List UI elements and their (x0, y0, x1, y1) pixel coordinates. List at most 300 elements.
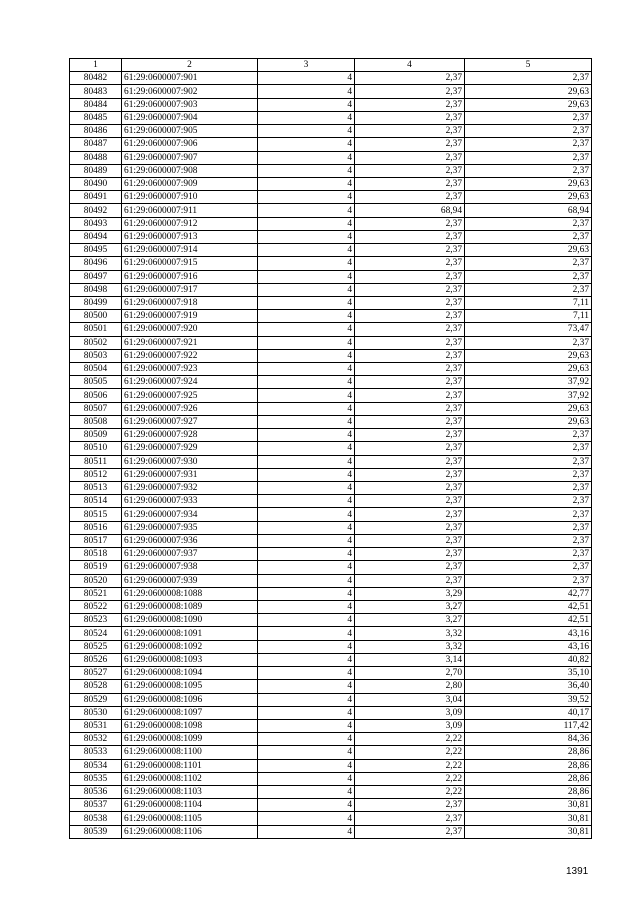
table-cell: 2,37 (355, 415, 465, 428)
table-cell: 80508 (70, 415, 122, 428)
table-cell: 80522 (70, 600, 122, 613)
table-cell: 2,37 (465, 495, 592, 508)
table-cell: 28,86 (465, 759, 592, 772)
table-cell: 80505 (70, 376, 122, 389)
table-cell: 2,37 (465, 283, 592, 296)
table-cell: 30,81 (465, 812, 592, 825)
table-cell: 2,37 (355, 310, 465, 323)
table-cell: 80494 (70, 230, 122, 243)
table-cell: 2,37 (355, 151, 465, 164)
table-cell: 2,37 (355, 138, 465, 151)
table-cell: 2,37 (355, 825, 465, 838)
table-row (70, 296, 592, 309)
table-cell: 3,27 (355, 614, 465, 627)
table-cell: 2,37 (465, 548, 592, 561)
column-header-1: 1 (70, 59, 122, 72)
table-cell: 61:29:0600008:1104 (122, 799, 258, 812)
table-cell: 3,27 (355, 600, 465, 613)
table-cell: 61:29:0600007:906 (122, 138, 258, 151)
table-row (70, 680, 592, 693)
table-cell: 61:29:0600008:1094 (122, 667, 258, 680)
table-cell: 61:29:0600007:913 (122, 230, 258, 243)
table-row (70, 825, 592, 838)
table-cell: 84,36 (465, 733, 592, 746)
table-cell: 80507 (70, 402, 122, 415)
table-cell: 61:29:0600007:916 (122, 270, 258, 283)
table-row (70, 164, 592, 177)
table-cell: 4 (258, 548, 355, 561)
table-cell: 61:29:0600007:910 (122, 191, 258, 204)
table-row (70, 363, 592, 376)
table-cell: 4 (258, 283, 355, 296)
table-cell: 4 (258, 204, 355, 217)
table-row (70, 772, 592, 785)
table-cell: 61:29:0600007:904 (122, 111, 258, 124)
table-cell: 2,37 (355, 244, 465, 257)
column-header-3: 3 (258, 59, 355, 72)
header-row (70, 59, 592, 72)
table-cell: 80495 (70, 244, 122, 257)
table-cell: 2,37 (355, 799, 465, 812)
table-cell: 2,37 (355, 230, 465, 243)
table-cell: 61:29:0600007:930 (122, 455, 258, 468)
table-row (70, 759, 592, 772)
table-cell: 4 (258, 323, 355, 336)
table-cell: 80499 (70, 296, 122, 309)
table-row (70, 653, 592, 666)
table-cell: 4 (258, 733, 355, 746)
table-row (70, 111, 592, 124)
table-row (70, 640, 592, 653)
table-row (70, 746, 592, 759)
table-cell: 61:29:0600007:938 (122, 561, 258, 574)
table-cell: 61:29:0600008:1099 (122, 733, 258, 746)
table-row (70, 85, 592, 98)
table-cell: 2,22 (355, 759, 465, 772)
table-cell: 4 (258, 429, 355, 442)
table-cell: 80535 (70, 772, 122, 785)
table-row (70, 482, 592, 495)
table-cell: 4 (258, 230, 355, 243)
page-number: 1391 (566, 866, 589, 877)
table-cell: 2,37 (355, 111, 465, 124)
table-row (70, 548, 592, 561)
table-cell: 40,17 (465, 706, 592, 719)
table-cell: 4 (258, 667, 355, 680)
table-cell: 80498 (70, 283, 122, 296)
table-cell: 61:29:0600007:937 (122, 548, 258, 561)
table-cell: 2,37 (465, 72, 592, 85)
table-cell: 80486 (70, 125, 122, 138)
table-cell: 4 (258, 138, 355, 151)
table-cell: 80512 (70, 468, 122, 481)
table-cell: 2,37 (355, 521, 465, 534)
table-cell: 2,37 (465, 429, 592, 442)
table-cell: 80500 (70, 310, 122, 323)
table-row (70, 495, 592, 508)
table-cell: 2,37 (465, 111, 592, 124)
table-cell: 4 (258, 349, 355, 362)
table-cell: 80536 (70, 786, 122, 799)
table-cell: 61:29:0600007:903 (122, 98, 258, 111)
table-row (70, 587, 592, 600)
table-row (70, 442, 592, 455)
table-cell: 4 (258, 693, 355, 706)
table-cell: 4 (258, 680, 355, 693)
table-cell: 4 (258, 799, 355, 812)
table-cell: 80502 (70, 336, 122, 349)
table-cell: 4 (258, 640, 355, 653)
table-row (70, 614, 592, 627)
column-header-4: 4 (355, 59, 465, 72)
table-row (70, 799, 592, 812)
table-cell: 80537 (70, 799, 122, 812)
table-cell: 61:29:0600007:915 (122, 257, 258, 270)
table-cell: 61:29:0600008:1088 (122, 587, 258, 600)
table-cell: 29,63 (465, 363, 592, 376)
table-cell: 40,82 (465, 653, 592, 666)
table-cell: 80487 (70, 138, 122, 151)
table-cell: 61:29:0600007:927 (122, 415, 258, 428)
table-cell: 80514 (70, 495, 122, 508)
table-cell: 3,09 (355, 719, 465, 732)
table-cell: 3,32 (355, 627, 465, 640)
table-cell: 4 (258, 812, 355, 825)
table-cell: 2,37 (355, 257, 465, 270)
table-cell: 4 (258, 164, 355, 177)
table-cell: 2,37 (465, 442, 592, 455)
table-cell: 2,37 (465, 270, 592, 283)
table-cell: 80532 (70, 733, 122, 746)
table-cell: 2,37 (355, 270, 465, 283)
table-cell: 36,40 (465, 680, 592, 693)
table-cell: 61:29:0600007:929 (122, 442, 258, 455)
table-cell: 43,16 (465, 640, 592, 653)
table-cell: 4 (258, 825, 355, 838)
table-row (70, 627, 592, 640)
table-cell: 4 (258, 402, 355, 415)
table-cell: 61:29:0600007:921 (122, 336, 258, 349)
table-row (70, 217, 592, 230)
table-cell: 4 (258, 217, 355, 230)
table-cell: 61:29:0600007:920 (122, 323, 258, 336)
table-cell: 2,37 (355, 389, 465, 402)
table-cell: 4 (258, 98, 355, 111)
table-cell: 2,37 (355, 336, 465, 349)
table-cell: 61:29:0600007:925 (122, 389, 258, 402)
table-cell: 30,81 (465, 799, 592, 812)
table-cell: 80526 (70, 653, 122, 666)
table-row (70, 455, 592, 468)
table-cell: 29,63 (465, 177, 592, 190)
table-cell: 61:29:0600008:1106 (122, 825, 258, 838)
table-cell: 80489 (70, 164, 122, 177)
table-cell: 2,22 (355, 786, 465, 799)
table-cell: 2,37 (465, 534, 592, 547)
table-cell: 2,37 (355, 283, 465, 296)
data-table (69, 58, 592, 839)
table-cell: 4 (258, 191, 355, 204)
table-cell: 28,86 (465, 786, 592, 799)
table-cell: 80482 (70, 72, 122, 85)
table-row (70, 521, 592, 534)
table-cell: 61:29:0600007:926 (122, 402, 258, 415)
table-cell: 61:29:0600007:914 (122, 244, 258, 257)
table-cell: 3,29 (355, 587, 465, 600)
table-row (70, 574, 592, 587)
table-cell: 61:29:0600008:1091 (122, 627, 258, 640)
table-cell: 2,37 (465, 521, 592, 534)
table-cell: 4 (258, 772, 355, 785)
table-cell: 4 (258, 746, 355, 759)
table-row (70, 600, 592, 613)
table-cell: 80523 (70, 614, 122, 627)
table-cell: 2,37 (355, 98, 465, 111)
table-cell: 2,37 (355, 85, 465, 98)
table-cell: 28,86 (465, 746, 592, 759)
table-row (70, 283, 592, 296)
table-cell: 2,37 (355, 72, 465, 85)
table-cell: 2,37 (355, 296, 465, 309)
table-row (70, 812, 592, 825)
table-cell: 2,37 (355, 495, 465, 508)
table-cell: 3,14 (355, 653, 465, 666)
table-cell: 2,37 (355, 455, 465, 468)
table-cell: 4 (258, 363, 355, 376)
table-row (70, 706, 592, 719)
table-cell: 80490 (70, 177, 122, 190)
table-cell: 2,37 (355, 508, 465, 521)
table-cell: 61:29:0600008:1101 (122, 759, 258, 772)
table-row (70, 72, 592, 85)
table-cell: 4 (258, 177, 355, 190)
table-cell: 2,37 (355, 548, 465, 561)
table-row (70, 786, 592, 799)
table-cell: 61:29:0600008:1097 (122, 706, 258, 719)
table-cell: 43,16 (465, 627, 592, 640)
table-cell: 2,37 (465, 217, 592, 230)
table-row (70, 402, 592, 415)
table-cell: 4 (258, 561, 355, 574)
table-cell: 80491 (70, 191, 122, 204)
table-cell: 42,77 (465, 587, 592, 600)
table-cell: 61:29:0600007:908 (122, 164, 258, 177)
table-cell: 2,37 (355, 574, 465, 587)
table-cell: 2,37 (355, 534, 465, 547)
table-cell: 4 (258, 85, 355, 98)
table-row (70, 98, 592, 111)
table-cell: 61:29:0600007:931 (122, 468, 258, 481)
table-row (70, 415, 592, 428)
table-cell: 80525 (70, 640, 122, 653)
table-cell: 61:29:0600007:917 (122, 283, 258, 296)
table-cell: 4 (258, 706, 355, 719)
table-cell: 80511 (70, 455, 122, 468)
table-cell: 80510 (70, 442, 122, 455)
table-cell: 80539 (70, 825, 122, 838)
table-cell: 4 (258, 442, 355, 455)
table-cell: 4 (258, 574, 355, 587)
table-cell: 2,37 (465, 455, 592, 468)
table-cell: 4 (258, 72, 355, 85)
table-row (70, 125, 592, 138)
table-cell: 4 (258, 468, 355, 481)
table-cell: 2,37 (355, 349, 465, 362)
table-cell: 61:29:0600007:918 (122, 296, 258, 309)
table-row (70, 534, 592, 547)
table-cell: 61:29:0600007:909 (122, 177, 258, 190)
table-cell: 80504 (70, 363, 122, 376)
table-cell: 61:29:0600007:928 (122, 429, 258, 442)
table-cell: 2,37 (355, 164, 465, 177)
table-cell: 61:29:0600008:1095 (122, 680, 258, 693)
table-cell: 2,37 (465, 257, 592, 270)
table-cell: 2,37 (355, 217, 465, 230)
table-cell: 73,47 (465, 323, 592, 336)
table-cell: 2,37 (465, 574, 592, 587)
table-row (70, 561, 592, 574)
table-cell: 3,04 (355, 693, 465, 706)
table-cell: 61:29:0600007:936 (122, 534, 258, 547)
table-cell: 2,37 (355, 376, 465, 389)
table-cell: 29,63 (465, 85, 592, 98)
table-cell: 2,37 (465, 561, 592, 574)
table-cell: 4 (258, 111, 355, 124)
table-row (70, 177, 592, 190)
table-cell: 3,09 (355, 706, 465, 719)
table-cell: 61:29:0600007:932 (122, 482, 258, 495)
column-header-5: 5 (465, 59, 592, 72)
table-cell: 4 (258, 376, 355, 389)
table-cell: 61:29:0600007:905 (122, 125, 258, 138)
table-cell: 80503 (70, 349, 122, 362)
table-cell: 80528 (70, 680, 122, 693)
table-cell: 2,37 (355, 402, 465, 415)
table-cell: 2,22 (355, 772, 465, 785)
table-cell: 61:29:0600007:902 (122, 85, 258, 98)
table-row (70, 429, 592, 442)
table-cell: 4 (258, 627, 355, 640)
table-cell: 2,37 (465, 508, 592, 521)
table-cell: 7,11 (465, 310, 592, 323)
table-cell: 80520 (70, 574, 122, 587)
table-row (70, 138, 592, 151)
table-cell: 4 (258, 125, 355, 138)
table-cell: 2,37 (355, 125, 465, 138)
table-cell: 37,92 (465, 376, 592, 389)
table-cell: 2,37 (465, 230, 592, 243)
table-cell: 117,42 (465, 719, 592, 732)
table-row (70, 468, 592, 481)
table-cell: 4 (258, 587, 355, 600)
table-cell: 61:29:0600008:1102 (122, 772, 258, 785)
table-cell: 4 (258, 495, 355, 508)
table-cell: 4 (258, 719, 355, 732)
table-cell: 61:29:0600007:924 (122, 376, 258, 389)
table-cell: 61:29:0600007:901 (122, 72, 258, 85)
table-cell: 4 (258, 389, 355, 402)
table-cell: 4 (258, 296, 355, 309)
table-cell: 29,63 (465, 349, 592, 362)
table-cell: 37,92 (465, 389, 592, 402)
table-cell: 42,51 (465, 614, 592, 627)
table-cell: 80516 (70, 521, 122, 534)
table-cell: 61:29:0600007:919 (122, 310, 258, 323)
table-cell: 4 (258, 482, 355, 495)
table-row (70, 244, 592, 257)
table-cell: 4 (258, 310, 355, 323)
table-row (70, 693, 592, 706)
table-cell: 2,22 (355, 733, 465, 746)
table-cell: 61:29:0600007:907 (122, 151, 258, 164)
table-cell: 2,37 (465, 468, 592, 481)
table-cell: 80506 (70, 389, 122, 402)
table-cell: 61:29:0600007:939 (122, 574, 258, 587)
table-cell: 80496 (70, 257, 122, 270)
table-cell: 35,10 (465, 667, 592, 680)
table-cell: 29,63 (465, 98, 592, 111)
table-cell: 80518 (70, 548, 122, 561)
table-cell: 2,22 (355, 746, 465, 759)
table-cell: 80509 (70, 429, 122, 442)
table-cell: 61:29:0600008:1096 (122, 693, 258, 706)
table-row (70, 230, 592, 243)
table-cell: 2,37 (355, 363, 465, 376)
table-cell: 61:29:0600007:934 (122, 508, 258, 521)
table-row (70, 719, 592, 732)
table-cell: 2,37 (355, 812, 465, 825)
table-row (70, 204, 592, 217)
table-cell: 2,37 (355, 468, 465, 481)
table-cell: 2,37 (355, 561, 465, 574)
table-row (70, 257, 592, 270)
table-cell: 68,94 (355, 204, 465, 217)
table-cell: 80519 (70, 561, 122, 574)
table-cell: 80493 (70, 217, 122, 230)
table-cell: 61:29:0600007:933 (122, 495, 258, 508)
table-cell: 61:29:0600008:1098 (122, 719, 258, 732)
table-row (70, 349, 592, 362)
table-cell: 2,80 (355, 680, 465, 693)
table-row (70, 191, 592, 204)
table-cell: 61:29:0600008:1093 (122, 653, 258, 666)
table-cell: 80534 (70, 759, 122, 772)
table-cell: 4 (258, 521, 355, 534)
table-cell: 80517 (70, 534, 122, 547)
table-row (70, 389, 592, 402)
table-cell: 2,37 (465, 164, 592, 177)
table-cell: 4 (258, 508, 355, 521)
table-row (70, 508, 592, 521)
table-cell: 42,51 (465, 600, 592, 613)
table-cell: 80488 (70, 151, 122, 164)
table-cell: 61:29:0600008:1100 (122, 746, 258, 759)
table-cell: 4 (258, 415, 355, 428)
table-cell: 80483 (70, 85, 122, 98)
table-cell: 80524 (70, 627, 122, 640)
table-cell: 80492 (70, 204, 122, 217)
table-cell: 4 (258, 786, 355, 799)
table-cell: 2,37 (355, 442, 465, 455)
table-row (70, 376, 592, 389)
table-cell: 2,37 (465, 482, 592, 495)
table-row (70, 270, 592, 283)
table-cell: 29,63 (465, 191, 592, 204)
table-cell: 4 (258, 244, 355, 257)
table-cell: 80521 (70, 587, 122, 600)
table-cell: 4 (258, 257, 355, 270)
table-cell: 61:29:0600008:1105 (122, 812, 258, 825)
